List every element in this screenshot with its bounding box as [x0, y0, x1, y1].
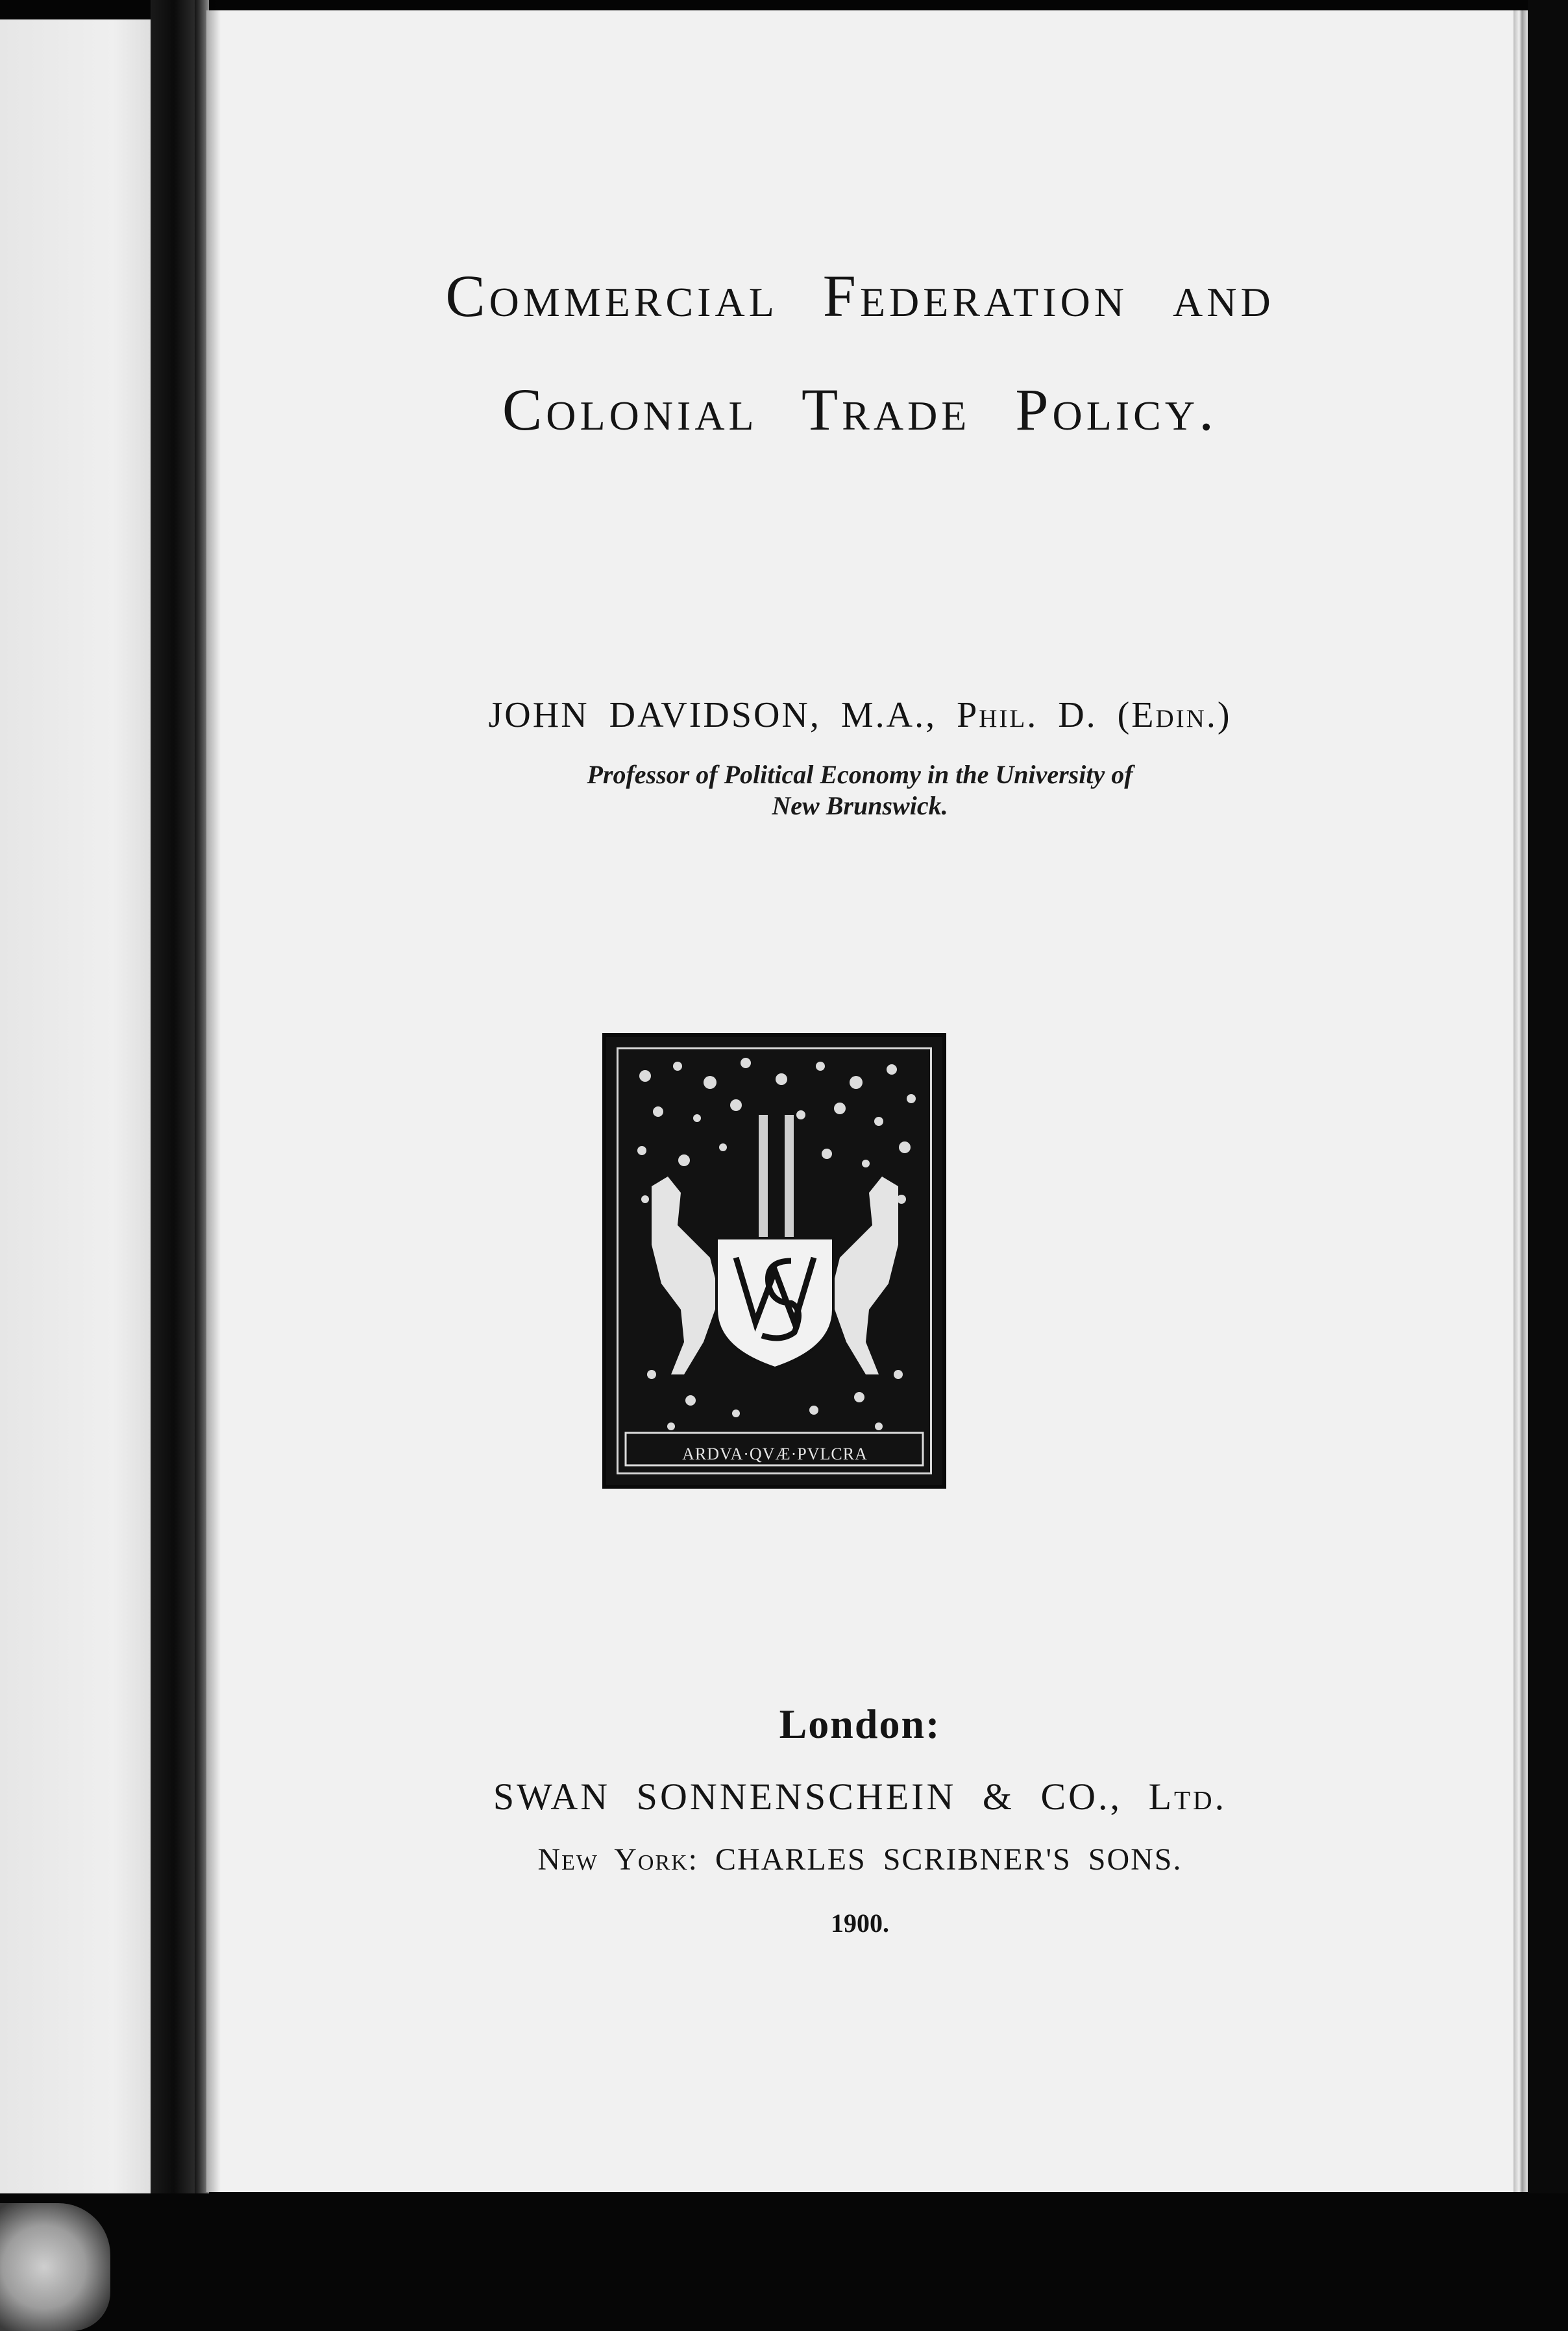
- scan-right-border: [1528, 0, 1568, 2331]
- printers-device-woodcut: [602, 1033, 946, 1489]
- title-line-1: Commercial Federation and: [445, 263, 1275, 329]
- author-affiliation: [206, 759, 1513, 822]
- title-line-2: Colonial Trade Policy.: [502, 376, 1218, 443]
- new-york-label: New York:: [537, 1842, 699, 1877]
- affiliation-line-2: New Brunswick.: [772, 791, 948, 820]
- imprint-city: London:: [779, 1701, 941, 1747]
- page-fore-edge: [1513, 10, 1528, 2192]
- right-unicorn: [830, 1177, 898, 1374]
- tree-trunk-left: [759, 1115, 768, 1258]
- left-unicorn: [652, 1177, 720, 1374]
- left-page-edge: [0, 19, 162, 2193]
- author-line: [206, 694, 1513, 736]
- publisher-suffix: Ltd.: [1148, 1776, 1227, 1818]
- shield: [717, 1238, 833, 1368]
- scan-bottom-border: [0, 2193, 1568, 2331]
- imprint-publisher: [206, 1775, 1513, 1818]
- device-illustration: [606, 1037, 942, 1485]
- device-motto: ARDVA·QVÆ·PVLCRA: [682, 1445, 868, 1463]
- publisher-name: SWAN SONNENSCHEIN & CO.,: [493, 1776, 1123, 1818]
- imprint-new-york: [206, 1842, 1513, 1877]
- tree-trunk-right: [785, 1115, 794, 1258]
- publication-year: 1900.: [831, 1909, 889, 1938]
- author-name: JOHN DAVIDSON, M.A.,: [488, 695, 937, 735]
- paper-blot: [0, 2203, 110, 2331]
- new-york-publisher: CHARLES SCRIBNER'S SONS.: [715, 1842, 1182, 1877]
- author-degree: Phil. D. (Edin.): [957, 695, 1232, 735]
- affiliation-line-1: Professor of Political Economy in the University of: [587, 760, 1133, 789]
